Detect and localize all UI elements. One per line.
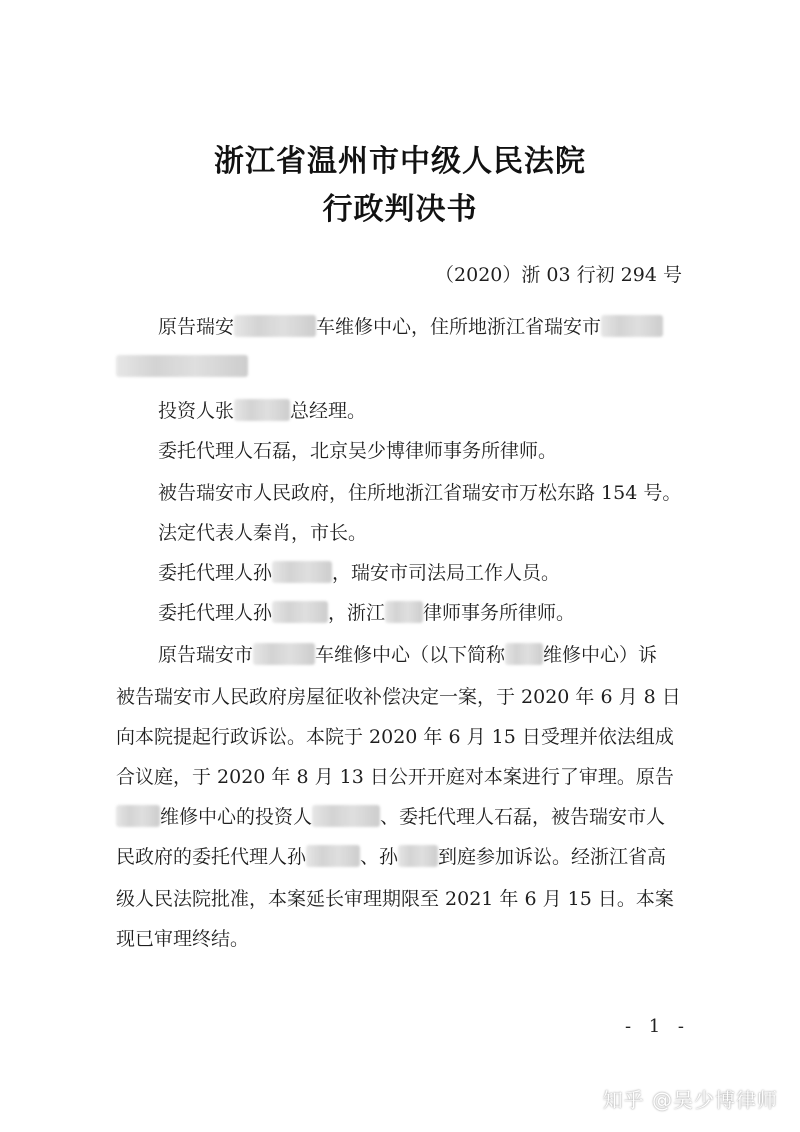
body-line-4: 合议庭，于 2020 年 8 月 13 日公开开庭对本案进行了审理。原告 — [116, 766, 674, 788]
redaction-blur — [601, 315, 663, 337]
agent3-prefix: 委托代理人孙 — [158, 602, 273, 624]
plaintiff-address-continued — [116, 352, 248, 382]
redaction-blur — [505, 643, 543, 665]
body-line-2: 被告瑞安市人民政府房屋征收补偿决定一案，于 2020 年 6 月 8 日 — [116, 686, 681, 708]
body-text: 维修中心）诉 — [543, 644, 658, 666]
agent2-prefix: 委托代理人孙 — [158, 562, 273, 584]
plaintiff-address: 车维修中心，住所地浙江省瑞安市 — [316, 316, 602, 338]
legal-representative-line: 法定代表人秦肖，市长。 — [158, 522, 368, 544]
redaction-blur — [272, 601, 328, 623]
page-number: - 1 - — [624, 1016, 690, 1037]
body-text: 维修中心的投资人 — [160, 806, 313, 828]
body-line-8: 现已审理终结。 — [116, 928, 250, 950]
plaintiff-prefix: 原告瑞安 — [158, 316, 235, 338]
body-text: 到庭参加诉讼。经浙江省高 — [438, 846, 667, 868]
redaction-blur — [234, 399, 290, 421]
body-line-6 — [116, 842, 666, 872]
body-line-1 — [158, 640, 657, 670]
agent2-role: ，瑞安市司法局工作人员。 — [332, 562, 561, 584]
body-text: 原告瑞安市 — [158, 644, 254, 666]
investor-prefix: 投资人张 — [158, 400, 235, 422]
body-text: 车维修中心（以下简称 — [315, 644, 506, 666]
redaction-blur — [306, 845, 360, 867]
redaction-blur — [398, 845, 438, 867]
document-type-title: 行政判决书 — [322, 192, 478, 227]
body-line-7: 级人民法院批准，本案延长审理期限至 2021 年 6 月 15 日。本案 — [116, 888, 674, 910]
body-line-5 — [116, 802, 665, 832]
investor-line — [158, 396, 366, 426]
body-line-3: 向本院提起行政诉讼。本院于 2020 年 6 月 15 日受理并依法组成 — [116, 726, 674, 748]
body-text: 、委托代理人石磊，被告瑞安市人 — [380, 806, 666, 828]
body-text: 、孙 — [360, 846, 399, 868]
redaction-blur — [385, 601, 423, 623]
redaction-blur — [312, 805, 380, 827]
investor-title: 总经理。 — [290, 400, 367, 422]
agent3-mid: ，浙江 — [328, 602, 386, 624]
plaintiff-line — [158, 312, 663, 342]
defendant-line: 被告瑞安市人民政府，住所地浙江省瑞安市万松东路 154 号。 — [158, 482, 682, 504]
court-title: 浙江省温州市中级人民法院 — [214, 144, 586, 179]
defendant-agent-2-line — [158, 598, 575, 628]
redaction-blur — [116, 355, 248, 377]
redaction-blur — [272, 561, 332, 583]
zhihu-watermark: 知乎 @吴少博律师 — [602, 1088, 778, 1112]
redaction-blur — [116, 805, 160, 827]
plaintiff-agent-line: 委托代理人石磊，北京吴少博律师事务所律师。 — [158, 440, 558, 462]
case-number: （2020）浙 03 行初 294 号 — [435, 264, 682, 286]
agent3-role: 律师事务所律师。 — [423, 602, 576, 624]
defendant-agent-1-line — [158, 558, 560, 588]
body-text: 民政府的委托代理人孙 — [116, 846, 307, 868]
redaction-blur — [234, 315, 316, 337]
redaction-blur — [253, 643, 315, 665]
